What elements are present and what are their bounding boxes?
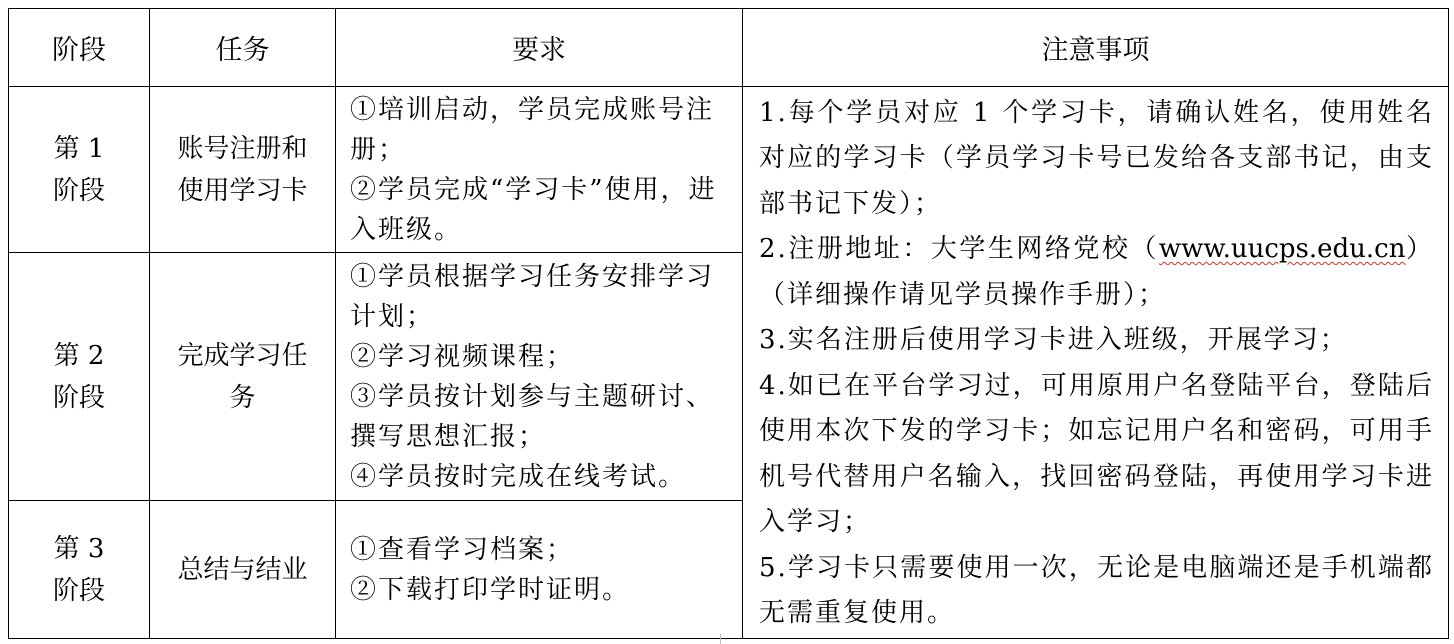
requirement-item: ③学员按计划参与主题研讨、撰写思想汇报； bbox=[350, 381, 715, 452]
stage-label: 阶段 bbox=[52, 575, 105, 606]
requirement-item: ①查看学习档案； bbox=[350, 534, 575, 565]
stage-cell bbox=[9, 253, 150, 501]
header-task: 任务 bbox=[150, 9, 336, 87]
note-item-1: 1.每个学员对应 1 个学习卡，请确认姓名，使用姓名对应的学习卡（学员学习卡号已发给各支部书记，由支部书记下发）； bbox=[759, 97, 1434, 219]
note-item-3: 3.实名注册后使用学习卡进入班级，开展学习； bbox=[759, 325, 1348, 355]
task-label: 务 bbox=[229, 382, 256, 413]
note-text: ）（详细操作请见学员操作手册）； bbox=[759, 234, 1434, 310]
note-item-2 bbox=[759, 227, 1434, 318]
stage-task-table bbox=[8, 8, 1449, 639]
header-requirement: 要求 bbox=[336, 9, 743, 87]
requirement-cell bbox=[336, 501, 743, 639]
task-label: 使用学习卡 bbox=[177, 175, 308, 206]
page-edge-mark bbox=[720, 634, 741, 644]
stage-cell bbox=[9, 501, 150, 639]
requirement-item: ②学习视频课程； bbox=[350, 341, 575, 372]
note-item-5: 5.学习卡只需要使用一次，无论是电脑端还是手机端都无需重复使用。 bbox=[759, 552, 1434, 628]
task-cell bbox=[150, 87, 336, 253]
task-cell bbox=[150, 253, 336, 501]
note-text: 2.注册地址：大学生网络党校（ bbox=[759, 234, 1159, 264]
requirement-item: ②学员完成“学习卡”使用，进入班级。 bbox=[350, 174, 717, 245]
requirement-item: ④学员按时完成在线考试。 bbox=[350, 461, 687, 492]
stage-cell bbox=[9, 87, 150, 253]
task-label: 总结与结业 bbox=[177, 554, 308, 585]
requirement-cell bbox=[336, 87, 743, 253]
task-label: 完成学习任 bbox=[177, 340, 308, 371]
header-stage: 阶段 bbox=[9, 9, 150, 87]
stage-label: 第 3 bbox=[53, 533, 105, 564]
requirement-item: ①学员根据学习任务安排学习计划； bbox=[350, 261, 715, 332]
task-label: 账号注册和 bbox=[177, 133, 308, 164]
table-header-row bbox=[9, 9, 1449, 87]
site-url-link[interactable]: www.uucps.edu.cn bbox=[1158, 234, 1406, 264]
stage-label: 第 2 bbox=[53, 340, 105, 371]
stage-label: 阶段 bbox=[52, 382, 105, 413]
stage-label: 阶段 bbox=[52, 175, 105, 206]
requirement-item: ②下载打印学时证明。 bbox=[350, 574, 631, 605]
notes-cell bbox=[743, 87, 1449, 639]
requirement-item: ①培训启动，学员完成账号注册； bbox=[350, 94, 715, 165]
table-row bbox=[9, 87, 1449, 253]
note-item-4: 4.如已在平台学习过，可用原用户名登陆平台，登陆后使用本次下发的学习卡；如忘记用户名和密码，可用手机号代替用户名输入，找回密码登陆，再使用学习卡进入学习； bbox=[759, 370, 1434, 537]
requirement-cell bbox=[336, 253, 743, 501]
stage-label: 第 1 bbox=[53, 133, 105, 164]
header-notes: 注意事项 bbox=[743, 9, 1449, 87]
task-cell bbox=[150, 501, 336, 639]
